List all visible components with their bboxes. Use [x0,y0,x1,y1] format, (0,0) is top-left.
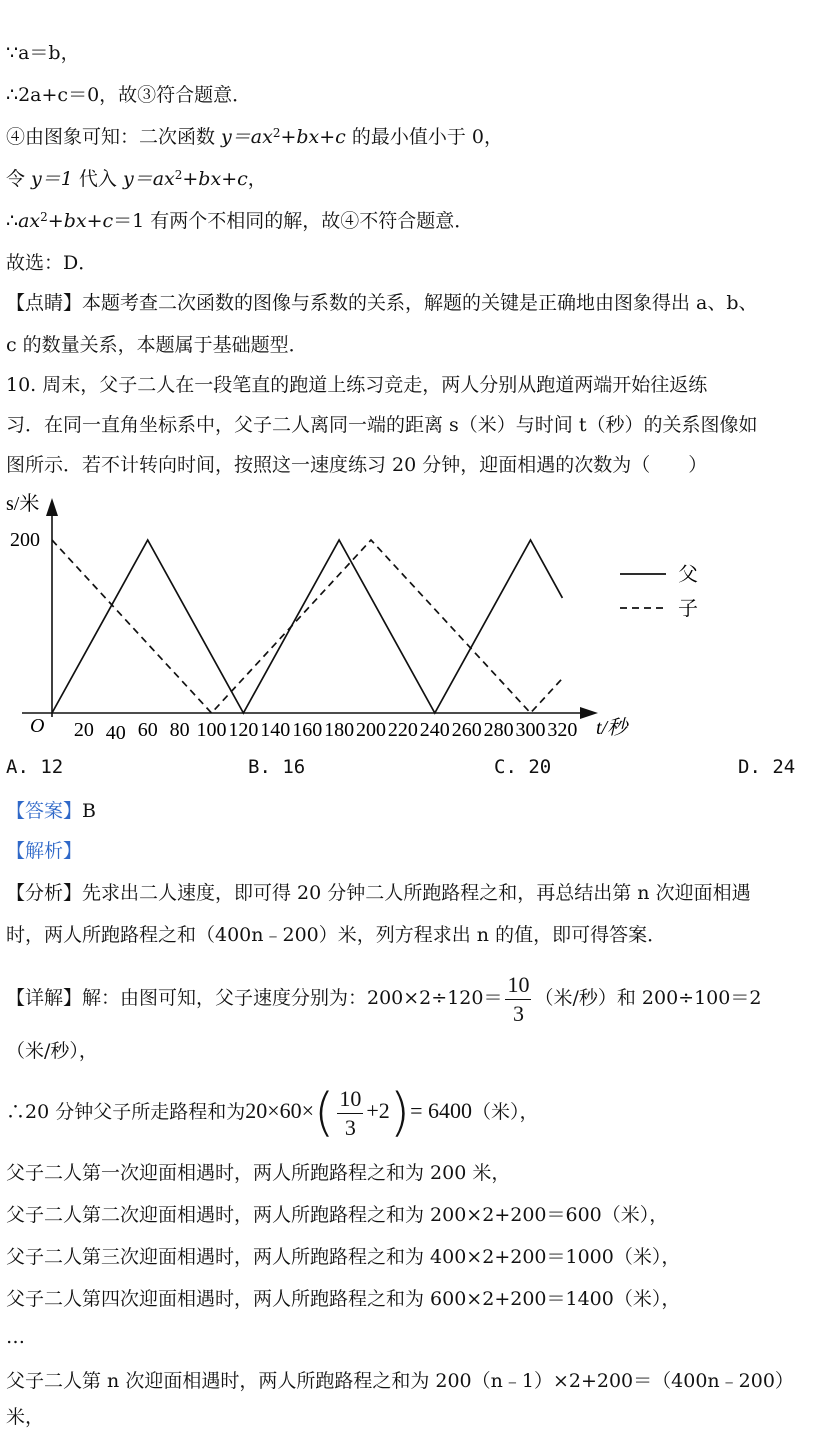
superscript: 2 [40,210,48,224]
text-segment: ＝1 有两个不相同的解，故④不符合题意． [113,210,474,232]
x-tick-label: 60 [137,719,158,741]
x-axis-label: t/秒 [596,717,628,739]
answer-line [6,798,96,824]
formula: y＝ax [122,168,175,190]
text-line-5 [6,208,473,234]
text-segment: （米/秒）和 200÷100＝2 [534,987,762,1009]
formula: 20×60× [245,1098,315,1123]
x-tick-label: 220 [387,719,418,741]
formula: y＝1 [31,168,73,190]
fraction [505,971,531,1028]
superscript: 2 [272,126,281,140]
fraction-numerator: 10 [337,1085,363,1114]
chart-axes [6,492,631,739]
answer-tag: 【答案】 [6,800,83,822]
chart-series [52,540,562,713]
answer-value: B [82,800,96,822]
option-a[interactable]: A. 12 [6,756,64,778]
x-tick-label: 20 [73,719,94,741]
chart-legend [620,564,698,620]
formula: = 6400 [410,1098,472,1123]
series-line-son [52,540,562,713]
x-tick-label: 260 [451,719,482,741]
option-d[interactable]: D. 24 [738,756,796,778]
solution-line-4: （米/秒）， [6,1040,98,1062]
text-line-6: 故选：D． [6,252,98,274]
x-tick-label: 200 [356,719,386,741]
y-tick-label: 200 [10,529,40,551]
solution-line-10: … [6,1326,25,1348]
x-tick-label: 160 [292,719,323,741]
solution-line-11: 父子二人第 n 次迎面相遇时，两人所跑路程之和为 200（n﹣1）×2+200＝（400n﹣200） [6,1370,794,1392]
text-line-3 [6,124,503,150]
formula: +bx+c [47,210,114,232]
distance-time-chart [0,484,720,754]
solution-line-7: 父子二人第二次迎面相遇时，两人所跑路程之和为 200×2+200＝600（米）， [6,1204,669,1226]
x-tick-label: 280 [483,719,514,741]
formula: y＝ax [221,126,273,148]
text-segment: ④由图象可知：二次函数 [6,126,222,148]
superscript: 2 [174,168,183,182]
solution-line-1: 【分析】先求出二人速度，即可得 20 分钟二人所跑路程之和，再总结出第 n 次迎面相遇 [6,882,751,904]
solution-line-6: 父子二人第一次迎面相遇时，两人所跑路程之和为 200 米， [6,1162,511,1184]
origin-label: O [30,715,45,737]
solution-line-5 [6,1076,539,1147]
option-b[interactable]: B. 16 [248,756,306,778]
x-tick-label: 80 [169,719,190,741]
y-axis-arrow [46,498,58,516]
text-segment: 【详解】解：由图可知，父子速度分别为：200×2÷120＝ [6,987,503,1009]
x-tick-label: 40 [105,722,126,744]
text-segment: 的最小值小于 0， [345,126,503,148]
question-line-2: 习．在同一直角坐标系中，父子二人离同一端的距离 s（米）与时间 t（秒）的关系图像如 [6,414,758,436]
fraction-denominator: 3 [344,1114,356,1140]
x-tick-label: 300 [515,719,546,741]
right-paren: ) [389,1083,411,1143]
question-line-1: 10. 周末，父子二人在一段笔直的跑道上练习竞走，两人分别从跑道两端开始往返练 [6,374,708,396]
option-c[interactable]: C. 20 [494,756,552,778]
x-tick-label: 140 [260,719,291,741]
legend-label-father: 父 [678,564,698,586]
fraction-denominator: 3 [512,1000,524,1026]
text-segment: 令 [6,168,32,190]
left-paren: ( [314,1083,335,1143]
solution-line-9: 父子二人第四次迎面相遇时，两人所跑路程之和为 600×2+200＝1400（米）， [6,1288,681,1310]
text-segment: （米）， [471,1101,539,1123]
x-tick-label: 120 [228,719,259,741]
text-segment: ∴20 分钟父子所走路程和为 [6,1101,246,1123]
text-line-7: 【点睛】本题考查二次函数的图像与系数的关系，解题的关键是正确地由图象得出 a、b、 [6,292,758,314]
formula: ax [18,210,41,232]
solution-line-8: 父子二人第三次迎面相遇时，两人所跑路程之和为 400×2+200＝1000（米）， [6,1246,681,1268]
x-tick-label: 100 [196,719,227,741]
legend-label-son: 子 [678,598,698,620]
text-segment: ， [247,168,267,190]
solution-line-3 [6,968,761,1028]
text-line-4 [6,166,267,192]
text-segment: 代入 [72,168,123,190]
fraction [337,1085,363,1142]
question-line-3: 图所示．若不计转向时间，按照这一速度练习 20 分钟，迎面相遇的次数为（ ） [6,454,708,476]
x-tick-label: 180 [324,719,355,741]
fraction-numerator: 10 [505,971,531,1000]
solution-line-12: 米， [6,1406,45,1428]
x-tick-label: 320 [547,719,578,741]
formula: +2 [366,1098,390,1123]
solution-line-2: 时，两人所跑路程之和（400n﹣200）米，列方程求出 n 的值，即可得答案． [6,924,667,946]
text-segment: ∴ [6,210,19,232]
formula: +bx+c [182,168,248,190]
text-line-1: ∵a＝b， [6,42,80,64]
text-line-8: c 的数量关系，本题属于基础题型． [6,334,308,356]
y-axis-label: s/米 [6,493,40,515]
text-line-2: ∴2a+c＝0，故③符合题意． [6,84,252,106]
formula: +bx+c [280,126,346,148]
series-line-father [52,540,562,713]
analysis-tag: 【解析】 [6,840,83,862]
x-tick-label: 240 [419,719,450,741]
